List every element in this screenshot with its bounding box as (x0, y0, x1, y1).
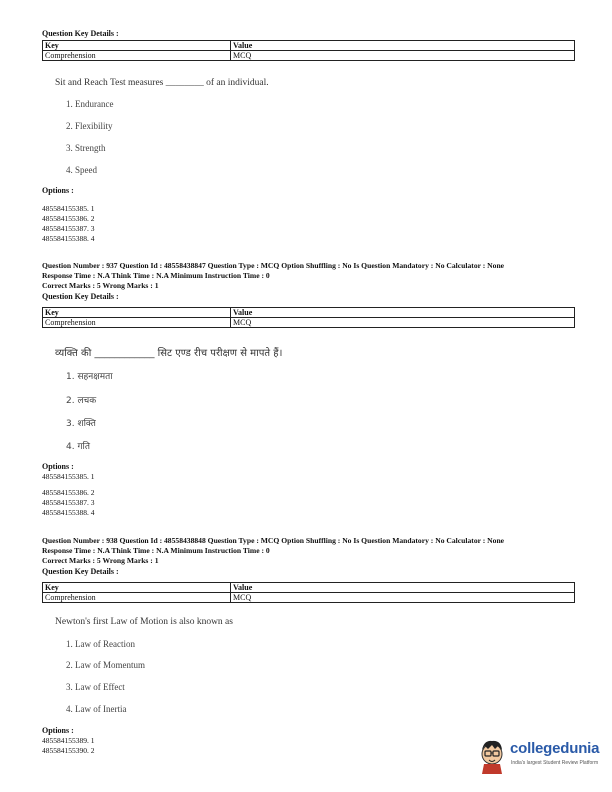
table-cell: Value (231, 583, 575, 593)
choice-item: 2. लचक (66, 396, 97, 406)
key-details-table (42, 307, 575, 328)
option-id: 485584155386. 2 (42, 488, 95, 497)
choice-item: 2. Flexibility (66, 121, 113, 131)
choice-item: 1. Endurance (66, 99, 114, 109)
key-details-label: Question Key Details : (42, 29, 119, 38)
mascot-icon (476, 736, 508, 774)
key-details-table (42, 582, 575, 603)
table-cell: Key (43, 41, 231, 51)
choice-item: 3. Strength (66, 143, 106, 153)
question-meta-line: Question Number : 938 Question Id : 48558438848 Question Type : MCQ Option Shuffling : No Is Question Mandatory : No Calculator : None (42, 536, 505, 545)
table-cell: Value (231, 41, 575, 51)
question-text: Sit and Reach Test measures ________ of an individual. (55, 78, 269, 88)
options-label: Options : (42, 186, 74, 195)
table-cell: Comprehension (43, 593, 231, 603)
logo-tagline: India's largest Student Review Platform (511, 760, 599, 766)
option-id: 485584155385. 1 (42, 204, 95, 213)
choice-item: 1. Law of Reaction (66, 639, 135, 649)
choice-item: 3. शक्ति (66, 419, 96, 429)
options-label: Options : (42, 462, 74, 471)
table-cell: Value (231, 308, 575, 318)
option-id: 485584155388. 4 (42, 508, 95, 517)
key-details-label: Question Key Details : (42, 292, 119, 301)
marks-line: Correct Marks : 5 Wrong Marks : 1 (42, 556, 159, 565)
table-cell: MCQ (231, 593, 575, 603)
choice-item: 2. Law of Momentum (66, 660, 145, 670)
choice-item: 4. Law of Inertia (66, 704, 127, 714)
table-cell: Comprehension (43, 51, 231, 61)
option-id: 485584155388. 4 (42, 234, 95, 243)
table-cell: MCQ (231, 318, 575, 328)
options-label: Options : (42, 726, 74, 735)
option-id: 485584155386. 2 (42, 214, 95, 223)
choice-item: 4. गति (66, 442, 90, 452)
table-cell: Key (43, 583, 231, 593)
question-meta-line: Question Number : 937 Question Id : 48558438847 Question Type : MCQ Option Shuffling : No Is Question Mandatory : No Calculator : None (42, 261, 505, 270)
option-id: 485584155385. 1 (42, 472, 95, 481)
option-id: 485584155387. 3 (42, 224, 95, 233)
key-details-label: Question Key Details : (42, 567, 119, 576)
option-id: 485584155389. 1 (42, 736, 95, 745)
choice-item: 3. Law of Effect (66, 682, 125, 692)
table-cell: Key (43, 308, 231, 318)
response-time-line: Response Time : N.A Think Time : N.A Minimum Instruction Time : 0 (42, 546, 270, 555)
table-cell: MCQ (231, 51, 575, 61)
question-text: Newton's first Law of Motion is also known as (55, 617, 233, 627)
response-time-line: Response Time : N.A Think Time : N.A Minimum Instruction Time : 0 (42, 271, 270, 280)
option-id: 485584155390. 2 (42, 746, 95, 755)
option-id: 485584155387. 3 (42, 498, 95, 507)
collegedunia-logo (476, 736, 610, 776)
logo-name: collegedunia (510, 740, 600, 757)
table-cell: Comprehension (43, 318, 231, 328)
question-text: व्यक्ति की ____________ सिट एण्ड रीच परीक्षण से मापते हैं। (55, 348, 283, 359)
choice-item: 1. सहनक्षमता (66, 372, 113, 382)
key-details-table (42, 40, 575, 61)
marks-line: Correct Marks : 5 Wrong Marks : 1 (42, 281, 159, 290)
choice-item: 4. Speed (66, 165, 97, 175)
